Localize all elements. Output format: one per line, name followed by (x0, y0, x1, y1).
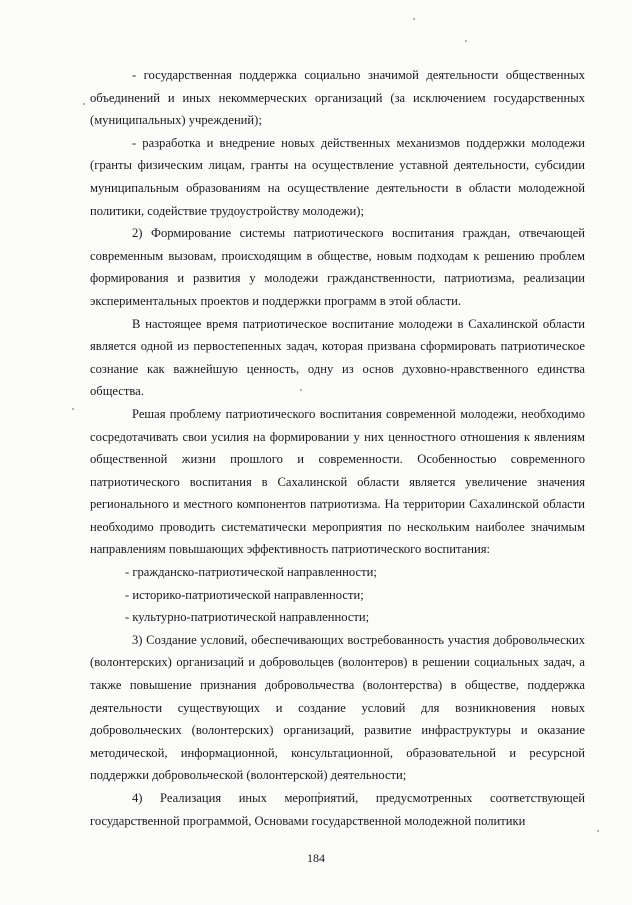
page-number: 184 (307, 851, 325, 865)
paragraph: 2) Формирование системы патриотического воспитания граждан, отвечающей современным вызовам, происходящим в обществе, новым подходам к решению проблем формирования и развития у молодежи гражданственности, патриотизма, реализации экспериментальных проектов и поддержки программ в этой области. (90, 226, 585, 308)
list-item: - гражданско-патриотической направленности; (125, 565, 377, 580)
paragraph: 4) Реализация иных мероприятий, предусмотренных соответствующей государственной программой, Основами государственной молодежной политики (90, 791, 585, 828)
list-item: - историко-патриотической направленности; (125, 587, 364, 602)
paragraph: - государственная поддержка социально значимой деятельности общественных объединений и иных некоммерческих организаций (за исключением государственных (муниципальных) учреждений); (90, 68, 585, 128)
list-item: - культурно-патриотической направленности; (125, 610, 370, 625)
paragraph: В настоящее время патриотическое воспитание молодежи в Сахалинской области является одной из первостепенных задач, которая призвана сформировать патриотическое сознание как важнейшую ценность, одну из основ духовно-нравственного единства общества. (90, 316, 585, 399)
scan-speck (465, 40, 467, 42)
paragraph: Решая проблему патриотического воспитания современной молодежи, необходимо сосредотачивать свои усилия на формировании у них ценностного отношения к явлениям общественной жизни прошлого и современности. Особенностью современного патриотического воспитания в Сахалинской области является увеличение значения регионального и местного компонентов патриотизма. На территории Сахалинской области необходимо проводить систематически мероприятия по нескольким наиболее значимым направлениям повышающих эффективность патриотического воспитания: (90, 406, 585, 557)
paragraph: - разработка и внедрение новых действенных механизмов поддержки молодежи (гранты физическим лицам, гранты на осуществление уставной деятельности, субсидии муниципальным образованиям на осуществление деятельности в области молодежной политики, содействие трудоустройству молодежи); (90, 135, 585, 218)
scan-speck (597, 830, 599, 832)
scan-speck (83, 103, 85, 105)
body-text (90, 64, 585, 832)
paragraph: 3) Создание условий, обеспечивающих востребованность участия добровольческих (волонтерских) организаций и добровольцев (волонтеров) в решении социальных задач, а также повышение признания добровольчества (волонтерства) в обществе, поддержка деятельности существующих и создание условий для возникновения новых добровольческих (волонтерских) организаций, развитие инфраструктуры и оказание методической, информационной, консультационной, образовательной и ресурсной поддержки добровольческой (волонтерской) деятельности; (90, 632, 585, 783)
scan-speck (413, 18, 415, 20)
scan-speck (72, 408, 74, 410)
